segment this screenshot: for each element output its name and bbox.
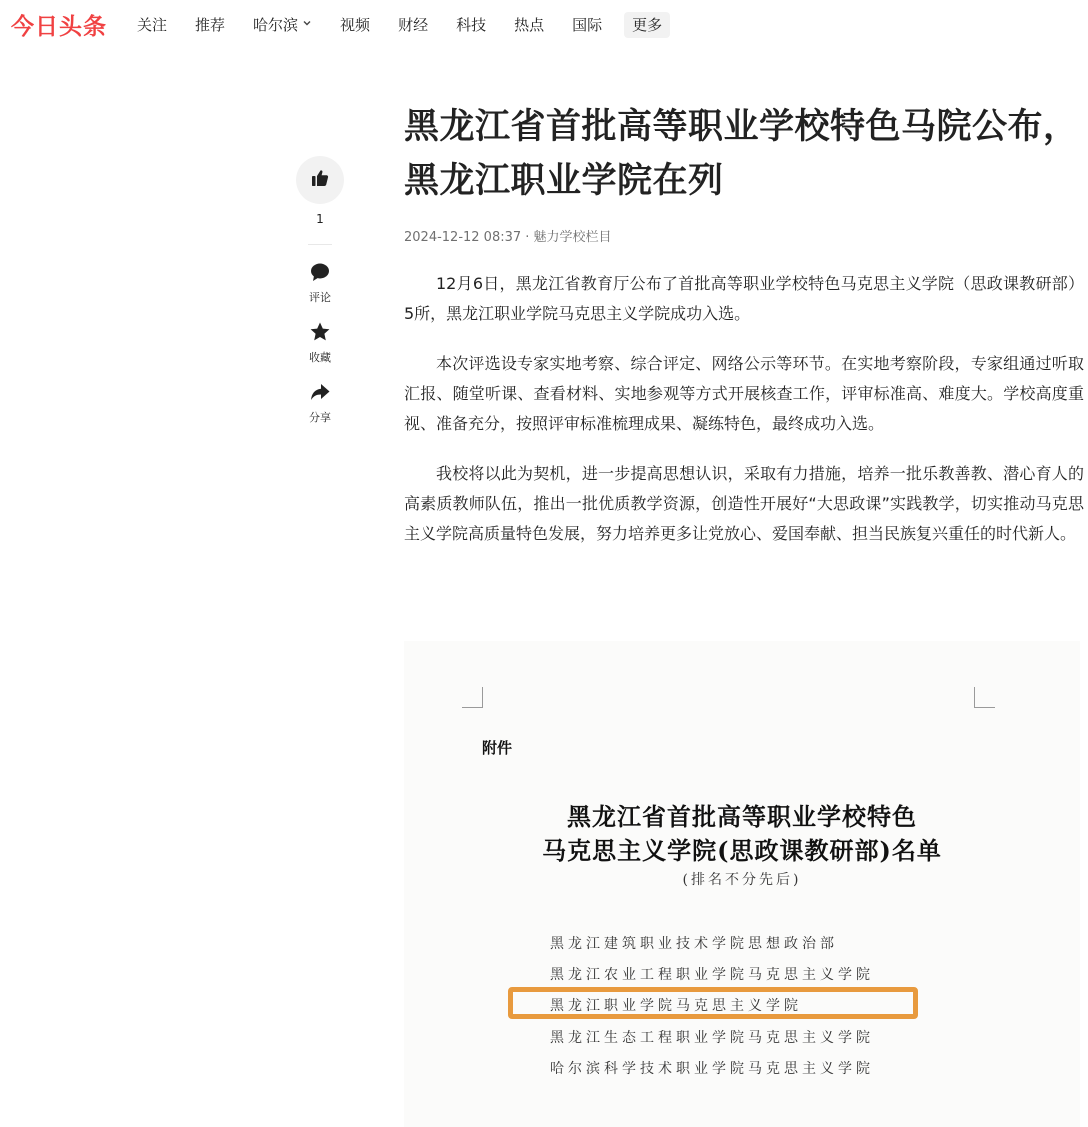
nav-item-recommend[interactable] bbox=[195, 13, 225, 37]
document-title-line2: 马克思主义学院(思政课教研部)名单 bbox=[542, 836, 942, 865]
nav-item-tech[interactable] bbox=[456, 13, 486, 37]
article-toolbar bbox=[296, 156, 344, 441]
nav-item-video[interactable] bbox=[340, 13, 370, 37]
nav-item-hot[interactable] bbox=[514, 13, 544, 37]
document-title-line1: 黑龙江省首批高等职业学校特色 bbox=[567, 802, 917, 831]
top-nav bbox=[0, 0, 1088, 50]
document-list-item: 哈尔滨科学技术职业学院马克思主义学院 bbox=[550, 1061, 874, 1077]
nav-more-button[interactable]: 更多 bbox=[624, 12, 670, 38]
document-list-item: 黑龙江生态工程职业学院马克思主义学院 bbox=[550, 1030, 874, 1046]
nav-item-label: 国际 bbox=[572, 16, 603, 34]
crop-mark bbox=[462, 687, 483, 708]
comment-button[interactable] bbox=[296, 261, 344, 305]
thumbs-up-icon bbox=[310, 168, 330, 192]
share-icon bbox=[309, 381, 331, 407]
document-list-item: 黑龙江职业学院马克思主义学院 bbox=[550, 998, 802, 1014]
article-paragraph: 本次评选设专家实地考察、综合评定、网络公示等环节。在实地考察阶段，专家组通过听取汇报、随堂听课、查看材料、实地参观等方式开展核查工作，评审标准高、难度大。学校高度重视、准备充分，按照评审标准梳理成果、凝练特色，最终成功入选。 bbox=[404, 354, 1084, 433]
article-image[interactable] bbox=[404, 641, 1080, 1127]
share-button[interactable] bbox=[296, 381, 344, 425]
article bbox=[404, 100, 1084, 549]
share-label: 分享 bbox=[309, 411, 331, 424]
nav-item-follow[interactable] bbox=[137, 13, 167, 37]
nav-item-label: 视频 bbox=[340, 16, 371, 34]
document-note: (排名不分先后) bbox=[682, 872, 802, 888]
attachment-label: 附件 bbox=[482, 739, 513, 757]
nav-item-label: 财经 bbox=[398, 16, 429, 34]
star-icon bbox=[309, 321, 331, 347]
chevron-down-icon bbox=[302, 13, 312, 37]
nav-item-label: 哈尔滨 bbox=[253, 16, 299, 34]
document-list-item: 黑龙江农业工程职业学院马克思主义学院 bbox=[550, 967, 874, 983]
nav-item-international[interactable] bbox=[572, 13, 602, 37]
nav-item-label: 关注 bbox=[137, 16, 168, 34]
comment-icon bbox=[309, 261, 331, 287]
nav-item-label: 科技 bbox=[456, 16, 487, 34]
like-count: 1 bbox=[316, 212, 324, 226]
comment-label: 评论 bbox=[309, 291, 331, 304]
article-paragraph: 我校将以此为契机，进一步提高思想认识，采取有力措施，培养一批乐教善教、潜心育人的高素质教师队伍，推出一批优质教学资源，创造性开展好“大思政课”实践教学，切实推动马克思主义学院高质量特色发展，努力培养更多让党放心、爱国奉献、担当民族复兴重任的时代新人。 bbox=[404, 464, 1084, 543]
crop-mark bbox=[974, 687, 995, 708]
nav-item-finance[interactable] bbox=[398, 13, 428, 37]
article-title: 黑龙江省首批高等职业学校特色马院公布，黑龙江职业学院在列 bbox=[404, 107, 1079, 201]
collect-button[interactable] bbox=[296, 321, 344, 365]
collect-label: 收藏 bbox=[309, 351, 331, 364]
divider bbox=[308, 244, 332, 245]
logo[interactable]: 今日头条 bbox=[11, 14, 107, 40]
nav-item-city[interactable] bbox=[253, 13, 312, 37]
nav-item-label: 热点 bbox=[514, 16, 545, 34]
highlight-box bbox=[508, 987, 918, 1019]
article-paragraph: 12月6日，黑龙江省教育厅公布了首批高等职业学校特色马克思主义学院（思政课教研部）5所，黑龙江职业学院马克思主义学院成功入选。 bbox=[404, 274, 1084, 323]
nav-items bbox=[137, 12, 670, 38]
document-list-item: 黑龙江建筑职业技术学院思想政治部 bbox=[550, 936, 838, 952]
nav-item-label: 推荐 bbox=[195, 16, 226, 34]
like-button[interactable] bbox=[296, 156, 344, 204]
article-meta: 2024-12-12 08:37 · 魅力学校栏目 bbox=[404, 230, 612, 245]
